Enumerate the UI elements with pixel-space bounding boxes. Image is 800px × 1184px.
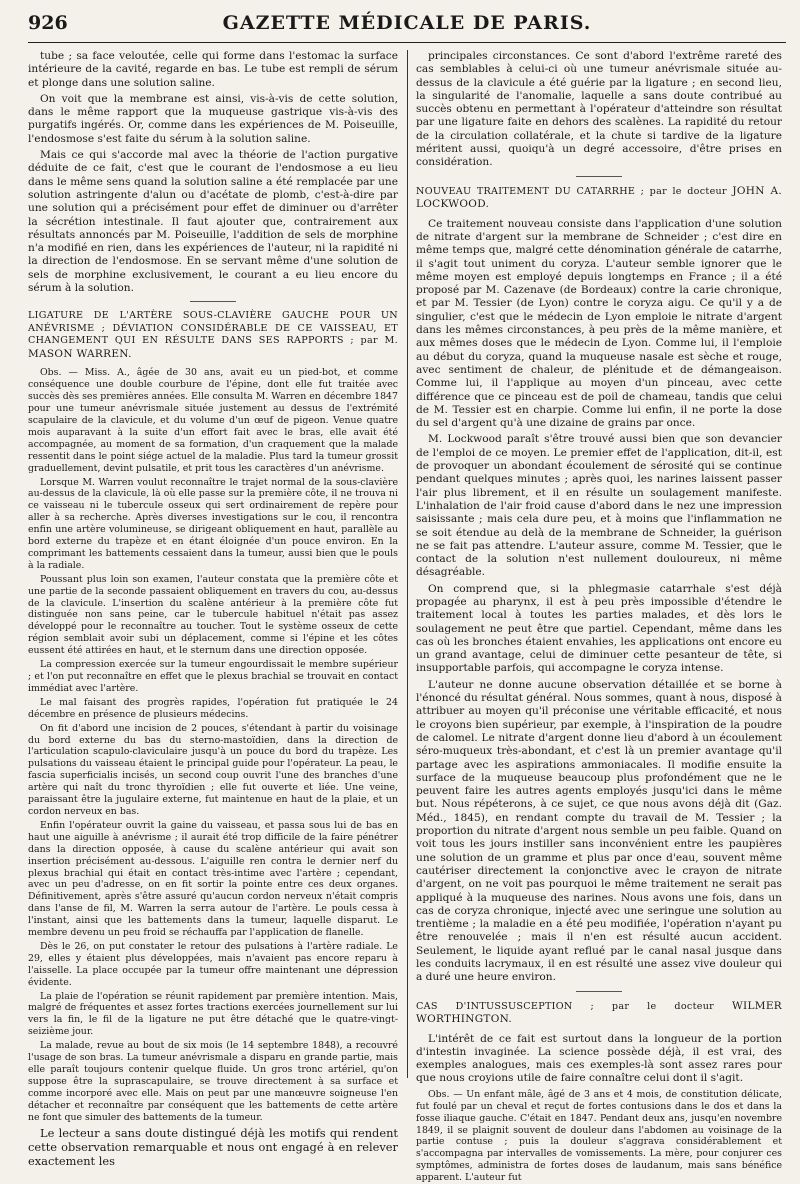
paragraph: L'auteur ne donne aucune observation détaillée et se borne à l'énoncé du résultat général. Nous sommes, quant à nous, disposé à attribuer au moyen qu'il préconise une véritable efficacité, et nous le croyons bien supérieur, par exemple, à l'inspiration de la poudre de calomel. Le nitrate d'argent donne lieu d'abord à un écoulement séro-muqueux très-abondant, et c'est là un premier avantage qu'il partage avec les aspirations ammoniacales. Il modifie ensuite la surface de la muqueuse beaucoup plus profondément que ne le peuvent faire les autres agents employés jusqu'ici dans le même but. Nous répéterons, à ce sujet, ce que nous avons déjà dit (Gaz. Méd., 1845), en rendant compte du travail de M. Tessier ; la proportion du nitrate d'argent nous semble un peu faible. Quand on voit tous les jours instiller sans inconvénient entre les paupières une solution de un gramme et plus par once d'eau, souvent même cautériser directement la conjonctive avec le crayon de nitrate d'argent, on ne voit pas pourquoi le même traitement ne serait pas appliqué à la muqueuse des narines. Nous avons une fois, dans un cas de coryza chronique, injecté avec une seringue une solution au trentième ; la maladie en a été peu modifiée, l'opération n'ayant pu être renouvelée ; mais il n'en est résulté aucun accident. Seulement, le liquide ayant reflué par le canal nasal jusque dans les conduits lacrymaux, il en est résulté une assez vive douleur qui a duré une heure environ. [416, 678, 782, 984]
right-column [416, 50, 782, 1184]
page-header [28, 12, 786, 43]
paragraph: Mais ce qui s'accorde mal avec la théorie de l'action purgative déduite de ce fait, c'est que le courant de l'endosmose a eu lieu dans le même sens quand la solution saline a été remplacée par une solution astringente d'alun ou d'acétate de plomb, c'est-à-dire par une solution qui a précisément pour effet de diminuer ou d'arrêter la sécrétion intestinale. Il faut ajouter que, contrairement aux résultats annoncés par M. Poiseuille, l'addition de sels de morphine n'a modifié en rien, dans les expériences de l'auteur, ni la rapidité ni la direction de l'endosmose. En se servant même d'une solution de sels de morphine exclusivement, le courant a eu lieu encore du sérum à la solution. [28, 149, 398, 295]
section-title-text: CAS D'INTUSSUSCEPTION ; par le docteur [416, 1000, 732, 1012]
journal-title: GAZETTE MÉDICALE DE PARIS. [222, 12, 592, 34]
paragraph: tube ; sa face veloutée, celle qui forme dans l'estomac la surface intérieure de la cavité, regarde en bas. Le tube est rempli de sérum et plonge dans une solution saline. [28, 50, 398, 89]
case-paragraph: Poussant plus loin son examen, l'auteur constata que la première côte et une partie de la seconde passaient obliquement en travers du cou, au-dessus de la clavicule. L'insertion du scalène antérieur à la première côte fut distinguée non sans peine, car le tubercule habituel n'était pas assez développé pour le reconnaître au toucher. Tout le système osseux de cette région semblait avoir subi un déplacement, comme si l'épine et les côtes eussent été attirées en haut, et le sternum dans une direction opposée. [28, 573, 398, 657]
paragraph: principales circonstances. Ce sont d'abord l'extrême rareté des cas semblables à celui-ci où une tumeur anévrismale située au-dessus de la clavicule a été guérie par la ligature ; en second lieu, la singularité de l'anomalie, laquelle a sans doute contribué au succès obtenu en permettant à l'opérateur d'atteindre son résultat par une ligature faite en dehors des scalènes. La rapidité du retour de la circulation collatérale, et la chute si tardive de la ligature méritent aussi, quoiqu'à un degré accessoire, d'être prises en considération. [416, 50, 782, 169]
paragraph: On voit que la membrane est ainsi, vis-à-vis de cette solution, dans le même rapport que la muqueuse gastrique vis-à-vis des purgatifs ingérés. Or, comme dans les expériences de M. Poiseuille, l'endosmose s'est faite du sérum à la solution saline. [28, 92, 398, 145]
left-column [28, 50, 398, 1168]
column-divider [407, 50, 408, 1078]
case-paragraph: On fit d'abord une incision de 2 pouces, s'étendant à partir du voisinage du bord externe du bas du sterno-mastoïdien, dans la direction de l'articulation scapulo-claviculaire jusqu'à un pouce du bord du trapèze. Les pulsations du vaisseau étaient le principal guide pour l'opérateur. La peau, le fascia superficialis incisés, un second coup ouvrit l'une des branches d'une artère qui naît du tronc thyroïdien ; elle fut ouverte et liée. Une veine, paraissant être la jugulaire externe, fut maintenue en haut de la plaie, et un cordon nerveux en bas. [28, 722, 398, 817]
closing-paragraph: Le lecteur a sans doute distingué déjà les motifs qui rendent cette observation remarquable et nous ont engagé à en relever exactement les [28, 1125, 398, 1168]
paragraph: M. Lockwood paraît s'être trouvé aussi bien que son devancier de l'emploi de ce moyen. Le premier effet de l'application, dit-il, est de provoquer un abondant écoulement de sérosité qui se continue pendant quelques minutes ; après quoi, les narines laissent passer l'air plus librement, et il en résulte un soulagement manifeste. L'inhalation de l'air froid cause d'abord dans le nez une impression saisissante ; mais cela dure peu, et à moins que l'inflammation ne se soit étendue au delà de la membrane de Schneider, la guérison ne se fait pas attendre. L'auteur assure, comme M. Tessier, que le contact de la solution n'est nullement douloureux, ni même désagréable. [416, 433, 782, 579]
section-author: JOHN A. LOCKWOOD. [416, 184, 782, 211]
paragraph: On comprend que, si la phlegmasie catarrhale s'est déjà propagée au pharynx, il est à peu près impossible d'étendre le traitement local à toutes les parties malades, et dès lors le soulagement ne peut être que partiel. Cependant, même dans les cas où les bronches étaient envahies, les applications ont encore eu un grand avantage, celui de diminuer cette pesanteur de tête, si insupportable parfois, qui accompagne le coryza intense. [416, 582, 782, 675]
section-title [416, 1000, 782, 1027]
section-author: WILMER WORTHINGTON. [416, 999, 782, 1026]
section-title-text: NOUVEAU TRAITEMENT DU CATARRHE ; par le docteur [416, 185, 733, 197]
case-paragraph: Lorsque M. Warren voulut reconnaître le trajet normal de la sous-clavière au-dessus de la clavicule, là où elle passe sur la première côte, il ne trouva ni ce vaisseau ni le tubercule osseux qui sert ordinairement de repère pour aller à sa recherche. Après diverses investigations sur le cou, il rencontra enfin une artère volumineuse, se dirigeant obliquement en haut, parallèle au bord externe du trapèze et en étant éloignée d'un pouce environ. En la comprimant les battements cessaient dans la tumeur, aussi bien que le pouls à la radiale. [28, 476, 398, 571]
page-number: 926 [28, 12, 68, 34]
paragraph: L'intérêt de ce fait est surtout dans la longueur de la portion d'intestin invaginée. La science possède déjà, il est vrai, des exemples analogues, mais ces exemples-là sont assez rares pour que nous croyions utile de faire connaître celui dont il s'agit. [416, 1032, 782, 1085]
section-author: MASON WARREN. [28, 347, 132, 360]
section-divider [190, 301, 236, 302]
section-title-text: LIGATURE DE L'ARTÈRE SOUS-CLAVIÈRE GAUCHE POUR UN ANÉVRISME ; DÉVIATION CONSIDÉRABLE DE CE VAISSEAU, ET CHANGEMENT QUI EN RÉSULTE DANS SES RAPPORTS ; par M. [28, 310, 398, 347]
case-paragraph: Obs. — Miss. A., âgée de 30 ans, avait eu un pied-bot, et comme conséquence une double courbure de l'épine, dont elle fut traitée avec succès dès ses premières années. Elle consulta M. Warren en décembre 1847 pour une tumeur anévrismale située justement au dessus de l'extrémité scapulaire de la clavicule, et du volume d'un œuf de pigeon. Venue quatre mois auparavant à la suite d'un effort fait avec le bras, elle avait été accompagnée, au moment de sa formation, d'un craquement que la malade ressentit dans le point siége actuel de la maladie. Plus tard la tumeur grossit graduellement, devint pulsatile, et prit tous les caractères d'un anévrisme. [28, 367, 398, 474]
case-paragraph: Le mal faisant des progrès rapides, l'opération fut pratiquée le 24 décembre en présence de plusieurs médecins. [28, 696, 398, 720]
section-divider [576, 176, 622, 177]
section-title [28, 310, 398, 361]
case-paragraph: La plaie de l'opération se réunit rapidement par première intention. Mais, malgré de fréquentes et assez fortes tractions exercées journellement sur lui vers la fin, le fil de la ligature ne put être détaché que le quatre-vingt-seizième jour. [28, 990, 398, 1038]
case-paragraph: Dès le 26, on put constater le retour des pulsations à l'artère radiale. Le 29, elles y étaient plus développées, mais n'avaient pas encore reparu à l'aisselle. La place occupée par la tumeur offre maintenant une dépression évidente. [28, 940, 398, 988]
section-title [416, 185, 782, 212]
paragraph: Ce traitement nouveau consiste dans l'application d'une solution de nitrate d'argent sur la membrane de Schneider ; c'est dire en même temps que, malgré cette dénomination générale de catarrhe, il s'agit tout uniment du coryza. L'auteur semble ignorer que le même moyen est employé depuis longtemps en France ; il a été proposé par M. Cazenave (de Bordeaux) contre la carie chronique, et par M. Tessier (de Lyon) contre le coryza aigu. Ce qu'il y a de singulier, c'est que le médecin de Lyon emploie le nitrate d'argent dans les mêmes circonstances, à peu près de la même manière, et aux mêmes doses que le médecin de Lyon. Comme lui, il l'emploie au début du coryza, quand la muqueuse nasale est sèche et rouge, avec sentiment de chaleur, de plénitude et de démangeaison. Comme lui, il l'applique au moyen d'un pinceau, avec cette différence que ce pinceau est de poil de chameau, tandis que celui de M. Tessier est en charpie. Comme lui enfin, il ne porte la dose du sel d'argent qu'à une dizaine de grains par once. [416, 217, 782, 430]
case-paragraph: Enfin l'opérateur ouvrit la gaine du vaisseau, et passa sous lui de bas en haut une aiguille à anévrisme ; il aurait été trop difficile de la faire pénétrer dans la direction opposée, à cause du scalène antérieur qui avait son insertion précisément au-dessous. L'aiguille ren contra le dernier nerf du plexus brachial qui était en contact très-intime avec l'artère ; cependant, avec un peu d'adresse, on en fit sortir la pointe entre ces deux organes. Définitivement, après s'être assuré qu'aucun cordon nerveux n'était compris dans l'anse de fil, M. Warren la serra autour de l'artère. Le pouls cessa à l'instant, ainsi que les battements dans la tumeur, laquelle disparut. Le membre devenu un peu froid se réchauffa par l'application de flanelle. [28, 819, 398, 939]
case-paragraph: La malade, revue au bout de six mois (le 14 septembre 1848), a recouvré l'usage de son bras. La tumeur anévrismale a disparu en grande partie, mais elle paraît toujours contenir quelque fluide. Un gros tronc artériel, qu'on suppose être la suprascapulaire, se trouve directement à sa surface et comme incorporé avec elle. Mais on peut par une manœuvre soigneuse l'en détacher et reconnaître par conséquent que les battements de cette artère ne font que simuler des battements de la tumeur. [28, 1040, 398, 1123]
case-paragraph: La compression exercée sur la tumeur engourdissait le membre supérieur ; et l'on put reconnaître en effet que le plexus brachial se trouvait en contact immédiat avec l'artère. [28, 659, 398, 694]
section-divider [576, 991, 622, 992]
case-paragraph: Obs. — Un enfant mâle, âgé de 3 ans et 4 mois, de constitution délicate, fut foulé par un cheval et reçut de fortes contusions dans le dos et dans la fosse iliaque gauche. C'était en 1847. Pendant deux ans, jusqu'en novembre 1849, il se plaignit souvent de douleur dans l'abdomen au voisinage de la partie contuse ; puis la douleur s'aggrava considérablement et s'accompagna par intervalles de vomissements. La mère, pour conjurer ces symptômes, administra de fortes doses de laudanum, mais sans bénéfice apparent. L'auteur fut [416, 1088, 782, 1184]
